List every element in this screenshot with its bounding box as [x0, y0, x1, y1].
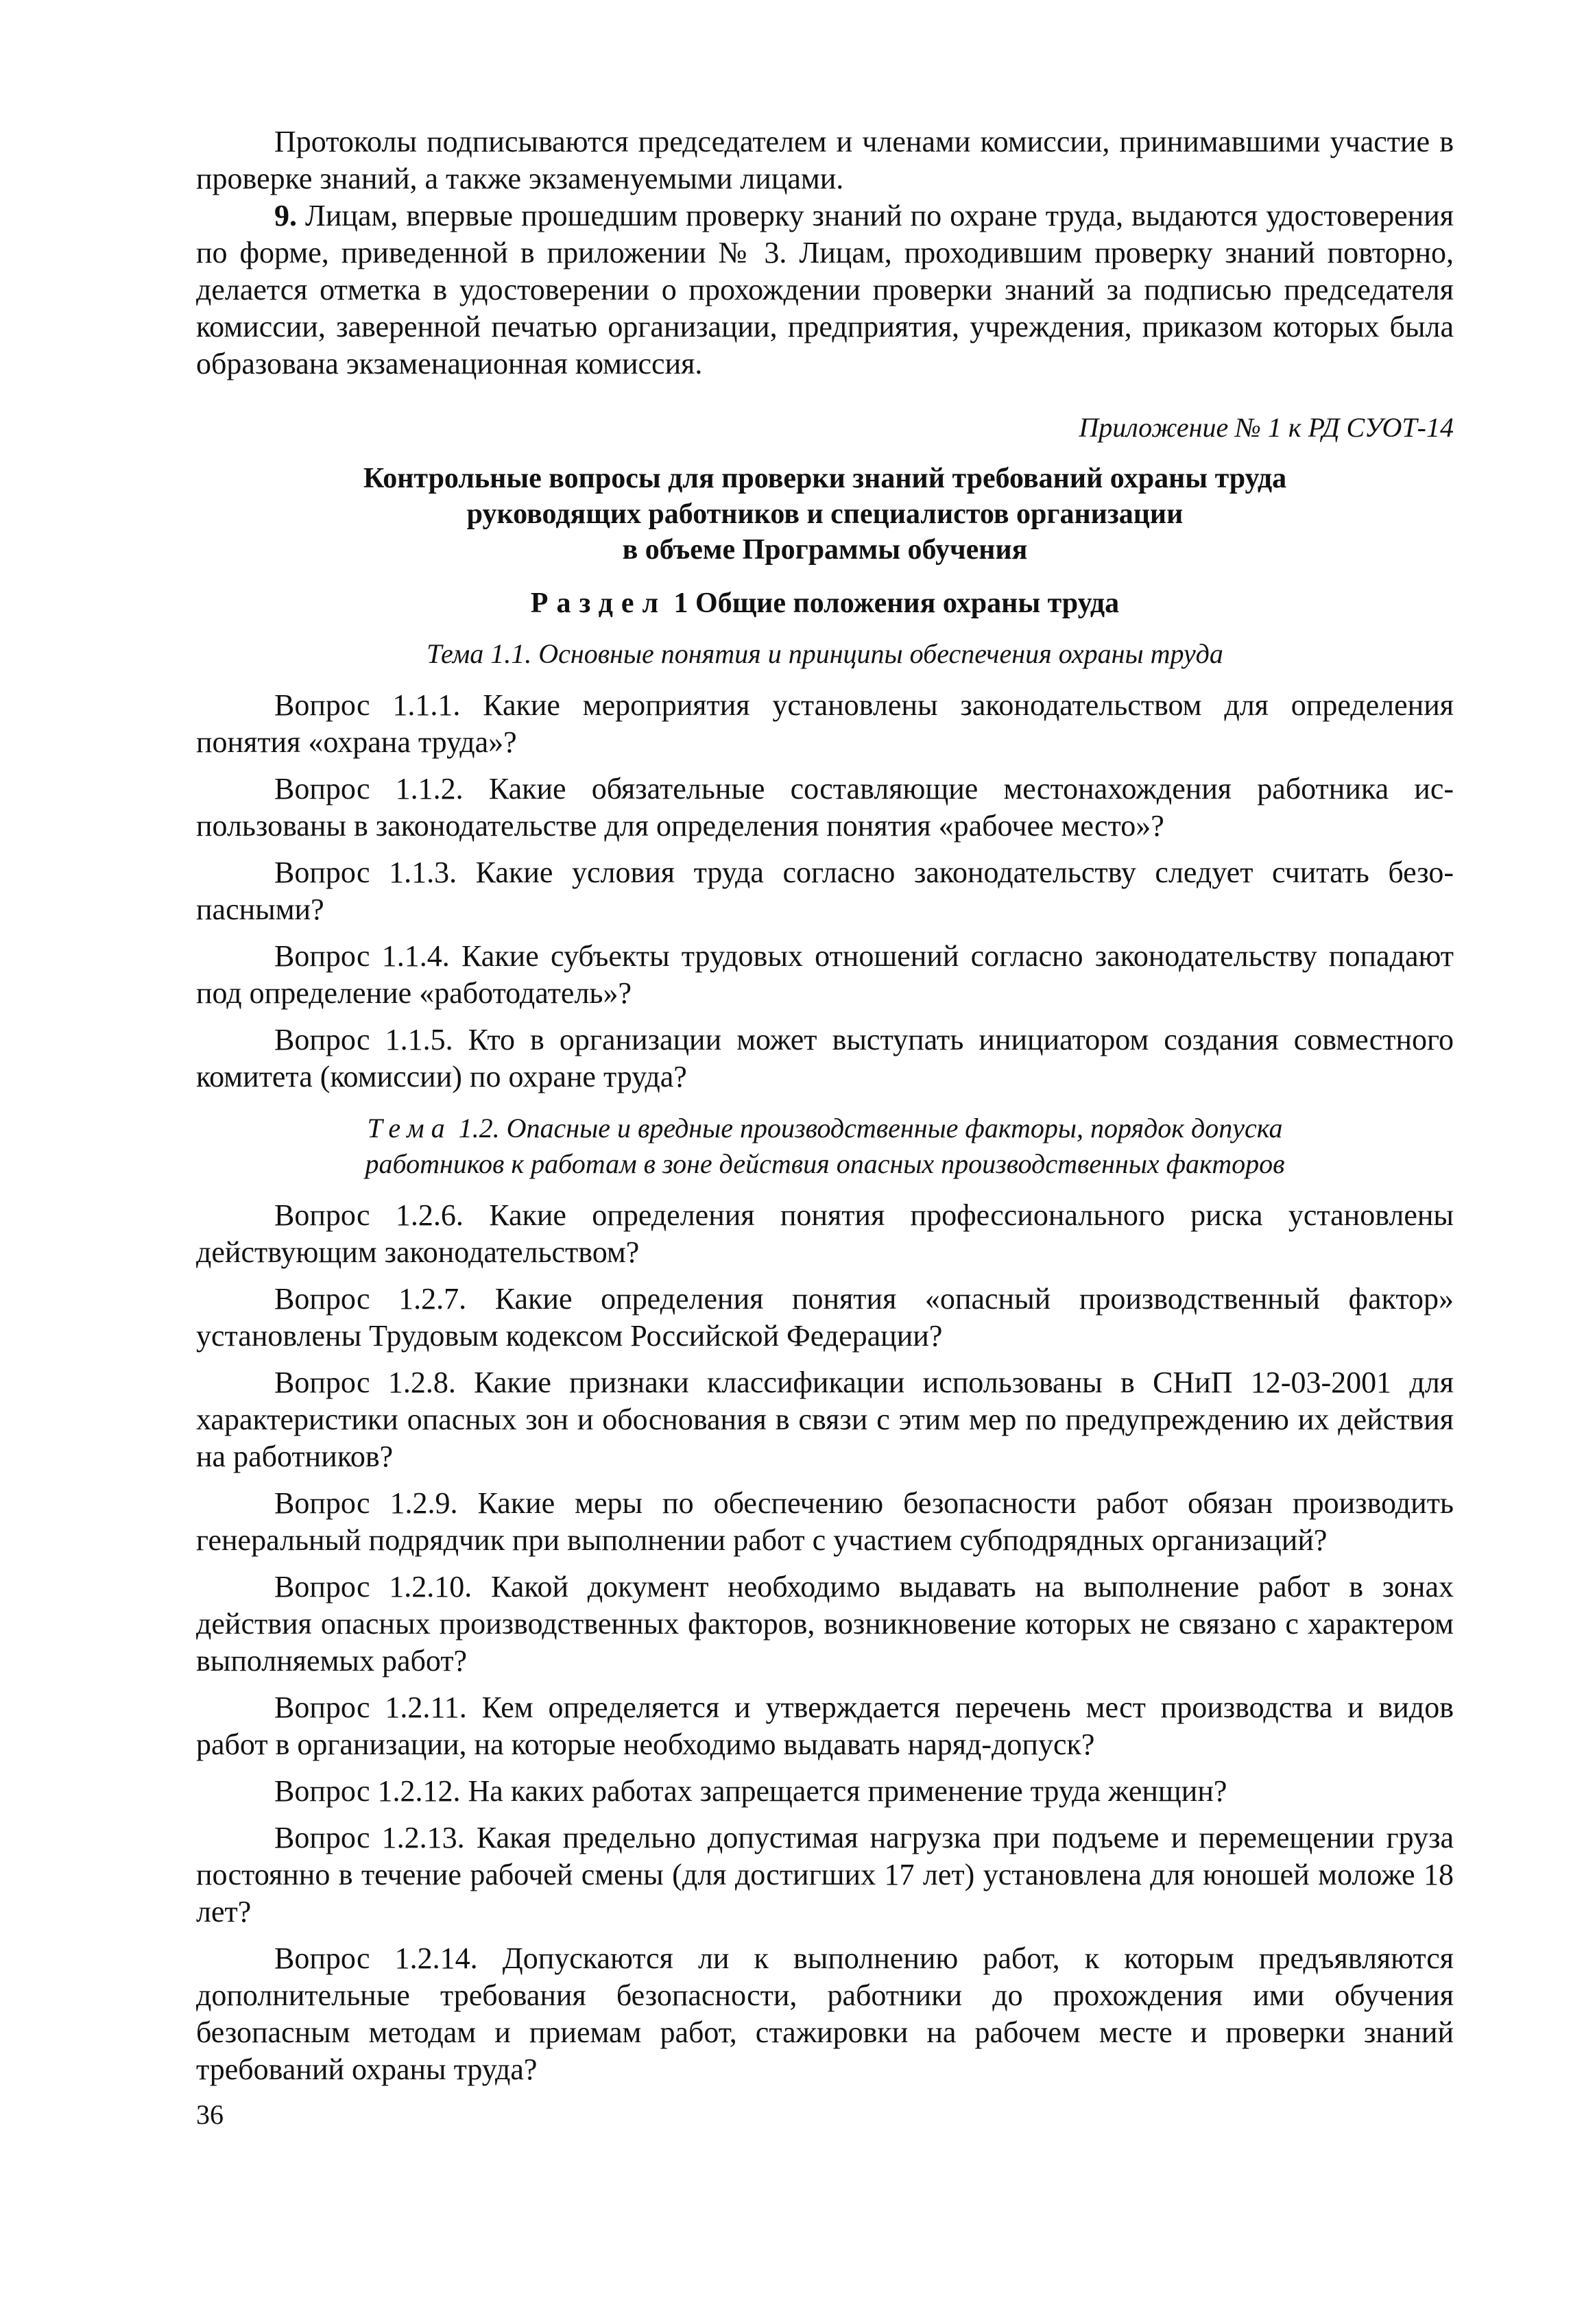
section-title: Общие положения охраны труда: [695, 588, 1120, 619]
topic-1-2-line-1: [196, 1111, 1454, 1146]
title-line-3: в объеме Программы обучения: [622, 534, 1028, 566]
question-1-1-3: Вопрос 1.1.3. Какие условия труда согласно законодательству следует считать безопасными?: [196, 856, 1454, 926]
question-1-2-12: Вопрос 1.2.12. На каких работах запрещается применение труда женщин?: [274, 1774, 1227, 1808]
section-prefix: Раздел: [530, 588, 667, 619]
page-number: 36: [196, 2099, 224, 2130]
topic-1-2-label: Тема: [367, 1113, 452, 1143]
question-1-2-7: Вопрос 1.2.7. Какие определения понятия «опасный производственный фактор» установлены Трудовым кодексом Российской Федерации?: [196, 1282, 1454, 1353]
question-1-1-2: Вопрос 1.1.2. Какие обязательные составляющие местонахождения работника использованы в законодательстве для определения понятия «рабочее место»?: [196, 772, 1454, 843]
question-1-2-11: Вопрос 1.2.11. Кем определяется и утверждается перечень мест производства и видов работ в организации, на которые необходимо выдавать наряд-допуск?: [196, 1691, 1454, 1761]
topic-1-2-heading: [196, 1111, 1454, 1182]
item-9-text: Лицам, впервые прошедшим проверку знаний по охране труда, выдаются удостоверения по форме, приведенной в приложении № 3. Лицам, проходившим проверку знаний повторно, делается отметка в удостоверении о прохождении проверки знаний за подписью председателя комиссии, заверенной печатью организации, предприятия, учреждения, приказом которых была образована экзаменационная комиссия.: [196, 199, 1454, 380]
topic-1-2-title-line-1: Опасные и вредные производственные факторы, порядок допуска: [499, 1113, 1283, 1143]
question-1-2-14: Вопрос 1.2.14. Допускаются ли к выполнению работ, к которым предъявляются дополнительные требования безопасности, работники до прохождения ими обучения безопасным методам и приемам работ, стажировки на рабочем месте и проверки знаний требований охраны труда?: [196, 1941, 1454, 2086]
question-1-2-9: Вопрос 1.2.9. Какие меры по обеспечению безопасности работ обязан производить генеральный подрядчик при выполнении работ с участием субподрядных организаций?: [196, 1486, 1454, 1557]
topic-1-1-heading: [196, 636, 1454, 672]
question-1-1-5: Вопрос 1.1.5. Кто в организации может выступать инициатором создания совместного комитета (комиссии) по охране труда?: [196, 1023, 1454, 1093]
protocols-paragraph: Протоколы подписываются председателем и членами комиссии, принимавшими участие в проверке знаний, а также экзаменуемыми лицами.: [196, 125, 1454, 195]
question-1-2-13: Вопрос 1.2.13. Какая предельно допустимая нагрузка при подъеме и перемещении груза постоянно в течение рабочей смены (для достигших 17 лет) установлена для юношей моложе 18 лет?: [196, 1821, 1454, 1928]
question-1-2-10: Вопрос 1.2.10. Какой документ необходимо выдавать на выполнение работ в зонах действия опасных производственных факторов, возникновение которых не связано с характером выполняемых работ?: [196, 1570, 1454, 1678]
section-number: 1: [673, 588, 688, 619]
question-1-2-8: Вопрос 1.2.8. Какие признаки классификации использованы в СНиП 12-03-2001 для характеристики опасных зон и обоснования в связи с этим мер по предупреждению их действия на работников?: [196, 1366, 1454, 1473]
section-1-heading: [196, 585, 1454, 621]
appendix-label: Приложение № 1 к РД СУОТ-14: [1079, 412, 1454, 443]
question-1-2-6: Вопрос 1.2.6. Какие определения понятия профессионального риска установлены действующим законодательством?: [196, 1198, 1454, 1269]
document-page: [196, 123, 1454, 2262]
title-line-1: Контрольные вопросы для проверки знаний требований охраны труда: [363, 463, 1287, 494]
document-title: [196, 461, 1454, 568]
title-line-2: руководящих работников и специалистов организации: [466, 498, 1184, 530]
item-9-number: 9.: [274, 199, 297, 232]
topic-1-2-number: 1.2.: [451, 1113, 500, 1143]
topic-1-1-title: Основные понятия и принципы обеспечения охраны труда: [538, 638, 1223, 669]
topic-1-1-label: Тема 1.1.: [427, 638, 532, 669]
question-1-1-1: Вопрос 1.1.1. Какие мероприятия установлены законодательством для определения понятия «охрана труда»?: [196, 688, 1454, 759]
question-1-1-4: Вопрос 1.1.4. Какие субъекты трудовых отношений согласно законодательству попадают под определение «работодатель»?: [196, 939, 1454, 1010]
topic-1-2-title-line-2: работников к работам в зоне действия опасных производственных факторов: [365, 1148, 1285, 1179]
item-9-paragraph: [196, 197, 1454, 383]
